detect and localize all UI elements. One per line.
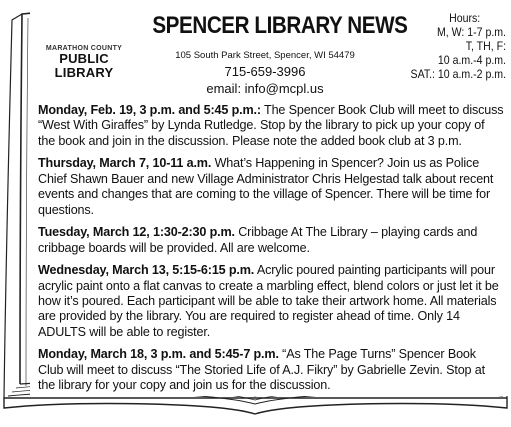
event-item [38,347,504,393]
event-description: Acrylic poured painting participants will pour acrylic paint onto a flat canvas to create a marbling effect, blend colors or just let it be how it’s poured. Each participant will be able to take their artwork home. All materials are provided by the library. You are required to register ahead of time. Only 14 ADULTS will be able to register. [38,263,499,339]
hours-line: SAT.: 10 a.m.-2 p.m. [410,67,506,81]
events-list [38,103,504,401]
newsletter-title: SPENCER LIBRARY NEWS [152,12,408,39]
library-hours [404,11,506,81]
library-email: email: info@mcpl.us [206,81,324,96]
logo-county-text: MARATHON COUNTY [45,45,123,52]
newsletter-header [30,8,508,100]
library-phone: 715-659-3996 [224,64,306,79]
event-item [38,263,504,340]
logo-library-text: PUBLIC LIBRARY [54,51,114,80]
hours-line: 10 a.m.-4 p.m. [437,53,506,67]
event-item [38,156,504,218]
hours-label: Hours: [449,11,481,25]
hours-line: M, W: 1-7 p.m. [436,25,506,39]
event-item [38,225,504,256]
newsletter-page [30,8,508,396]
hours-line: T, TH, F: [465,39,506,53]
event-date: Monday, March 18, 3 p.m. and 5:45-7 p.m. [38,347,279,362]
event-description: “As The Page Turns” Spencer Book Club will meet to discuss “The Storied Life of A.J. Fikry” by Gabrielle Zevin. Stop at the library for your copy and join us for the discussion. [38,347,485,393]
library-address: 105 South Park Street, Spencer, WI 54479 [175,50,355,61]
event-date: Monday, Feb. 19, 3 p.m. and 5:45 p.m.: [38,103,261,117]
event-description: What’s Happening in Spencer? Join us as Police Chief Shawn Bauer and new Village Administrator Chris Helgestad talk about recent events and changes that are coming to the village of Spencer. There will be time for questions. [38,156,494,217]
event-date: Wednesday, March 13, 5:15-6:15 p.m. [38,263,255,278]
event-description: The Spencer Book Club will meet to discuss “West With Giraffes” by Lynda Rutledge. Stop by the library to pick up your copy of the book and join in the discussion. Please note the added book club at 3 p.m. [38,103,504,148]
event-date: Tuesday, March 12, 1:30-2:30 p.m. [38,225,235,240]
event-description: Cribbage At The Library – playing cards and cribbage boards will be provided. All are welcome. [38,225,478,255]
event-date: Thursday, March 7, 10-11 a.m. [38,156,212,171]
library-logo [30,45,138,80]
event-item [38,103,504,149]
